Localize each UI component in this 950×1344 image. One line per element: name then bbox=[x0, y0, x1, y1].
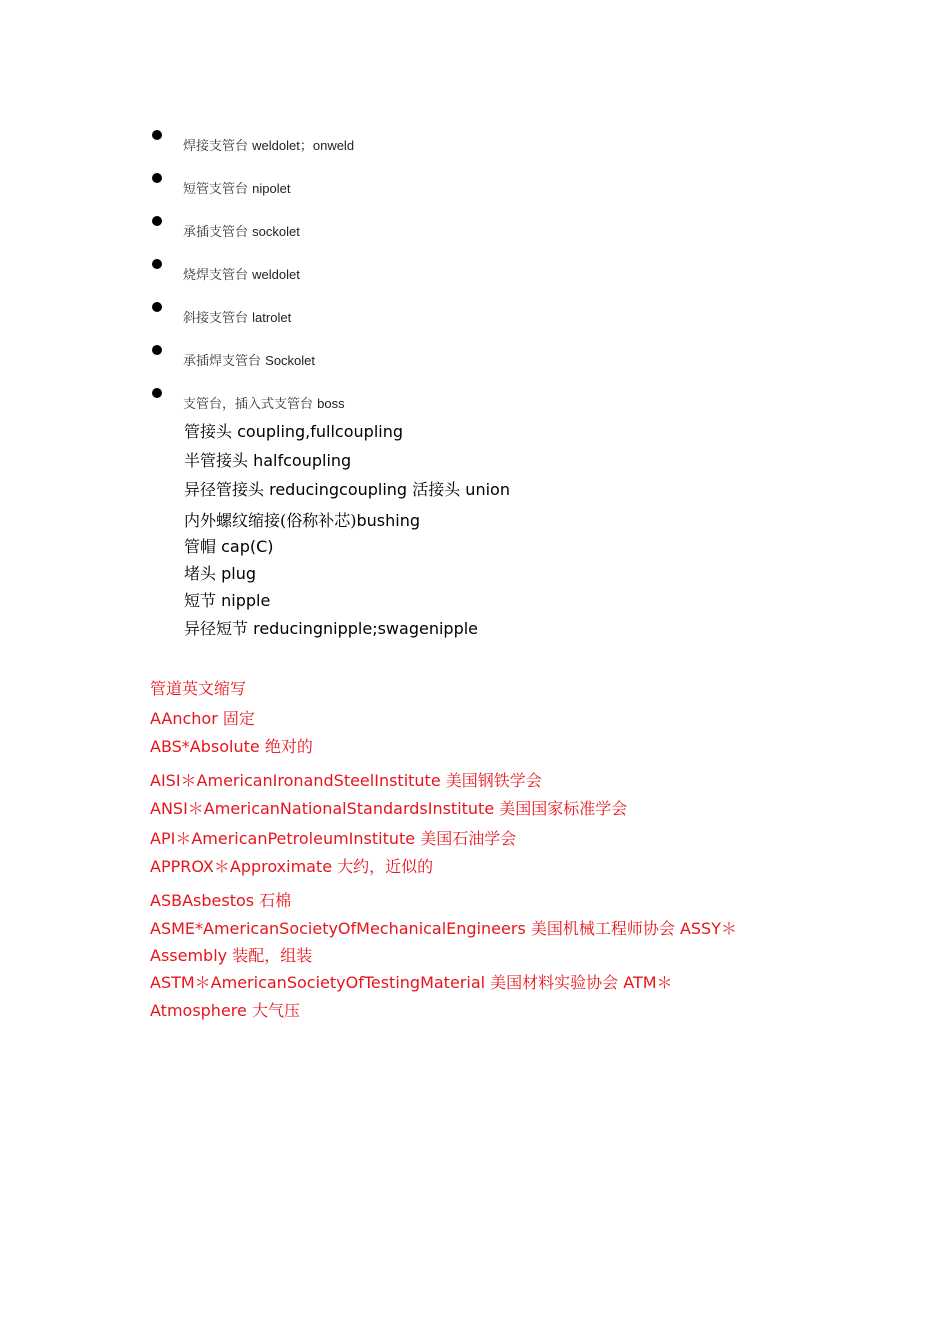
term-line: 短节 nipple bbox=[184, 591, 271, 610]
bullet-dot-icon bbox=[152, 345, 162, 355]
bullet-dot-icon bbox=[152, 173, 162, 183]
term-line: 管接头 coupling,fullcoupling bbox=[184, 422, 403, 441]
term-line: 堵头 plug bbox=[184, 564, 257, 583]
abbreviation-line: AISI＊AmericanIronandSteelInstitute 美国钢铁学会 bbox=[150, 771, 542, 790]
bullet-dot-icon bbox=[152, 388, 162, 398]
list-item-text: 承插焊支管台 Sockolet bbox=[183, 353, 316, 369]
list-item-text: 斜接支管台 latrolet bbox=[183, 310, 292, 326]
list-item-text: 支管台，插入式支管台 boss bbox=[183, 396, 345, 412]
list-item-text: 烧焊支管台 weldolet bbox=[183, 267, 300, 283]
abbreviation-line: ASTM＊AmericanSocietyOfTestingMaterial 美国材料实验协会 ATM＊ bbox=[150, 973, 673, 992]
abbreviation-line: ASME*AmericanSocietyOfMechanicalEngineers 美国机械工程师协会 ASSY＊ bbox=[150, 919, 737, 938]
term-line: 管帽 cap(C) bbox=[184, 537, 274, 556]
list-item bbox=[150, 342, 850, 385]
list-item-text: 焊接支管台 weldolet；onweld bbox=[183, 138, 355, 154]
abbreviation-line: APPROX＊Approximate 大约，近似的 bbox=[150, 857, 434, 876]
abbreviation-line: API＊AmericanPetroleumInstitute 美国石油学会 bbox=[150, 829, 517, 848]
abbreviation-line: ASBAsbestos 石棉 bbox=[150, 891, 292, 910]
bullet-list bbox=[150, 127, 850, 428]
list-item bbox=[150, 127, 850, 170]
list-item-text: 承插支管台 sockolet bbox=[183, 224, 300, 240]
list-item bbox=[150, 213, 850, 256]
term-line: 异径管接头 reducingcoupling 活接头 union bbox=[184, 480, 510, 499]
list-item bbox=[150, 170, 850, 213]
bullet-dot-icon bbox=[152, 259, 162, 269]
bullet-dot-icon bbox=[152, 130, 162, 140]
term-line: 异径短节 reducingnipple;swagenipple bbox=[184, 619, 479, 638]
abbreviation-line: Assembly 装配，组装 bbox=[150, 946, 313, 965]
list-item bbox=[150, 256, 850, 299]
term-line: 半管接头 halfcoupling bbox=[184, 451, 352, 470]
list-item-text: 短管支管台 nipolet bbox=[183, 181, 291, 197]
abbreviation-line: Atmosphere 大气压 bbox=[150, 1001, 300, 1020]
abbreviation-line: ABS*Absolute 绝对的 bbox=[150, 737, 313, 756]
abbreviation-line: AAnchor 固定 bbox=[150, 709, 255, 728]
bullet-dot-icon bbox=[152, 216, 162, 226]
list-item bbox=[150, 299, 850, 342]
bullet-dot-icon bbox=[152, 302, 162, 312]
section-heading: 管道英文缩写 bbox=[150, 679, 247, 698]
term-line: 内外螺纹缩接(俗称补芯)bushing bbox=[184, 511, 421, 530]
abbreviation-line: ANSI＊AmericanNationalStandardsInstitute 美国国家标准学会 bbox=[150, 799, 628, 818]
